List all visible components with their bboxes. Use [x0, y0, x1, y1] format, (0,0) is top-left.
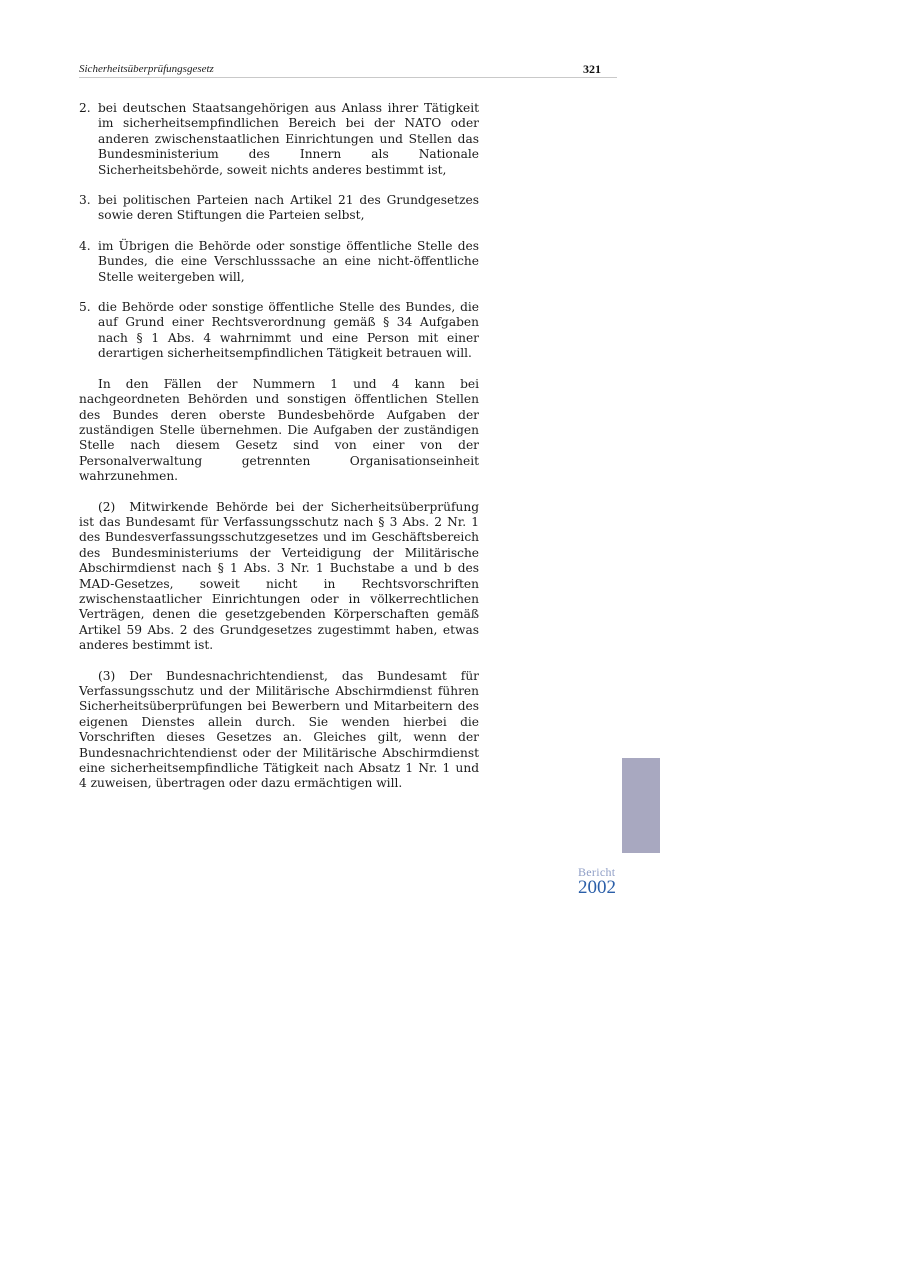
paragraph-text: In den Fällen der Nummern 1 und 4 kann bei nachgeordneten Behörden und sonstigen öffentlichen Stellen des Bundes deren oberste Bundesbehörde Aufgaben der zuständigen Stelle übernehmen. Die Aufgaben der zuständigen Stelle nach diesem Gesetz sind von einer von der Personalverwaltung getrennten Organisationseinheit wahrzunehmen.: [79, 376, 479, 484]
list-item: [79, 101, 479, 178]
list-number: 4.: [79, 238, 91, 253]
page-number: 321: [583, 62, 601, 76]
list-number: 3.: [79, 193, 91, 208]
list-text: bei deutschen Staatsangehörigen aus Anlass ihrer Tätigkeit im sicherheitsempfindlichen Bereich bei der NATO oder anderen zwischenstaatlichen Einrichtungen und Stellen das Bundesministerium des Innern als Nationale Sicherheitsbehörde, soweit nichts anderes bestimmt ist,: [98, 101, 479, 177]
list-item: [79, 193, 479, 224]
list-number: 2.: [79, 101, 91, 115]
list-text: im Übrigen die Behörde oder sonstige öffentliche Stelle des Bundes, die eine Verschlusssache an eine nicht-öffentliche Stelle weitergeben will,: [98, 238, 479, 284]
side-color-bar: [622, 758, 660, 853]
main-text: [79, 101, 479, 807]
paragraph-3: [79, 669, 479, 792]
paragraph-text: Der Bundesnachrichtendienst, das Bundesamt für Verfassungsschutz und der Militärische Abschirmdienst führen Sicherheitsüberprüfungen bei Bewerbern und Mitarbeitern des eigenen Dienstes allein durch. Sie wenden hierbei die Vorschriften dieses Gesetzes an. Gleiches gilt, wenn der Bundesnachrichtendienst oder der Militärische Abschirmdienst eine sicherheitsempfindliche Tätigkeit nach Absatz 1 Nr. 1 und 4 zuweisen, übertragen oder dazu ermächtigen will.: [79, 668, 479, 791]
list-item: [79, 300, 479, 362]
list-text: die Behörde oder sonstige öffentliche Stelle des Bundes, die auf Grund einer Rechtsverordnung gemäß § 34 Aufgaben nach § 1 Abs. 4 wahrnimmt und eine Person mit einer derartigen sicherheitsempfindlichen Tätigkeit betrauen will.: [98, 300, 479, 361]
paragraph-marker: (2): [98, 499, 116, 514]
paragraph-marker: (3): [98, 668, 116, 683]
report-logo-word: Bericht: [578, 865, 616, 879]
list-item: [79, 239, 479, 285]
paragraph-text: Mitwirkende Behörde bei der Sicherheitsüberprüfung ist das Bundesamt für Verfassungsschutz nach § 3 Abs. 2 Nr. 1 des Bundesverfassungsschutzgesetzes und im Geschäftsbereich des Bundesministeriums der Verteidigung der Militärische Abschirmdienst nach § 1 Abs. 3 Nr. 1 Buchstabe a und b des MAD-Gesetzes, soweit nicht in Rechtsvorschriften zwischenstaatlicher Einrichtungen oder in völkerrechtlichen Verträgen, denen die gesetzgebenden Körperschaften gemäß Artikel 59 Abs. 2 des Grundgesetzes zugestimmt haben, etwas anderes bestimmt ist.: [79, 499, 479, 653]
header-title: Sicherheitsüberprüfungsgesetz: [79, 63, 214, 75]
list-text: bei politischen Parteien nach Artikel 21 des Grundgesetzes sowie deren Stiftungen die Parteien selbst,: [98, 193, 479, 223]
report-logo-year: 2002: [578, 877, 616, 898]
paragraph-2: [79, 500, 479, 654]
list-number: 5.: [79, 300, 91, 315]
report-logo: [578, 866, 630, 896]
paragraph-1: [79, 377, 479, 485]
running-header: [79, 62, 617, 78]
